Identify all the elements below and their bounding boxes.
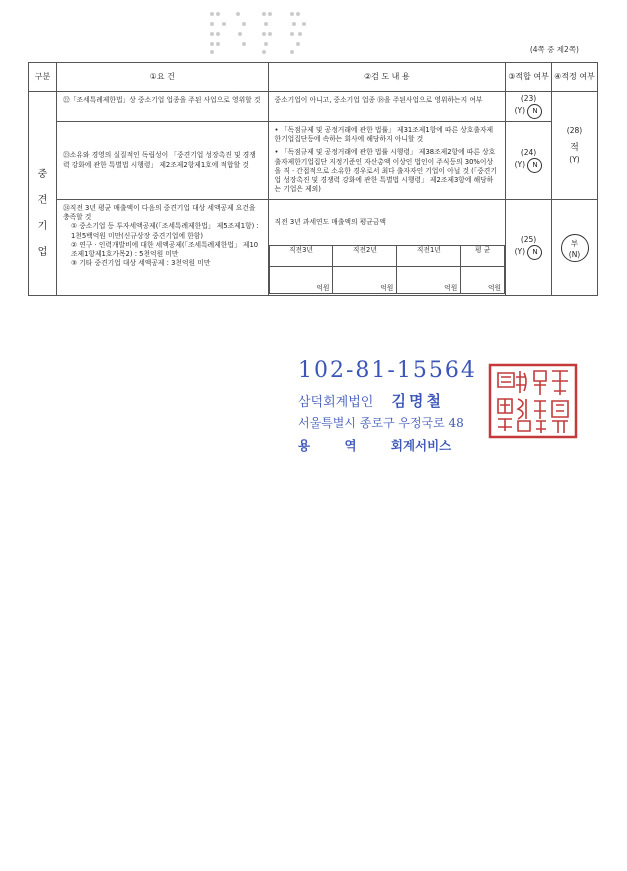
category-char: 업 xyxy=(37,246,48,258)
revenue-col-header: 평 균 xyxy=(461,246,505,267)
table-row xyxy=(29,122,598,200)
fit-number: (25) xyxy=(520,234,537,244)
proper-cell-1 xyxy=(552,92,598,200)
requirement-cell: ㉓소유와 경영의 실질적인 독립성이 「중견기업 성장촉진 및 경쟁력 강화에 관한 특별법 시행령」 제2조제2항제1호에 적합할 것 xyxy=(56,122,268,200)
category-char: 중 xyxy=(37,168,48,180)
revenue-col-header: 직전3년 xyxy=(269,246,333,267)
proper-value: (Y) xyxy=(569,154,580,164)
perforation-marks xyxy=(204,8,324,56)
fit-no-circled: N xyxy=(527,104,542,119)
stamp-service-line xyxy=(298,436,451,454)
category-char: 견 xyxy=(37,194,48,206)
table-row xyxy=(29,200,598,296)
stamp-service-label: 용 xyxy=(298,438,311,453)
requirement-cell: ㉒「조세특례제한법」상 중소기업 업종을 주된 사업으로 영위할 것 xyxy=(56,92,268,122)
header-review: ②검 도 내 용 xyxy=(268,63,506,92)
requirement-sub: ② 연구 · 인력개발비에 대한 세액공제(「조세특례제한법」 제10조제1항제1호가목2) : 5천억원 미만 xyxy=(70,240,259,258)
stamp-firm-line xyxy=(298,390,444,411)
fit-cell xyxy=(506,92,552,122)
company-seal-icon xyxy=(488,363,578,439)
revenue-unit: 억원 xyxy=(269,267,333,294)
revenue-unit: 억원 xyxy=(397,267,461,294)
requirement-sub: ③ 기타 중견기업 대상 세액공제 : 3천억원 미만 xyxy=(70,259,211,268)
review-title: 직전 3년 과세연도 매출액의 평균금액 xyxy=(274,218,386,226)
review-item: • 「독점규제 및 공정거래에 관한 법률」 제31조제1항에 따른 상호출자제한기업집단등에 속하는 회사에 해당하지 아니할 것 xyxy=(274,126,494,144)
proper-value: (N) xyxy=(568,249,581,259)
proper-number: (28) xyxy=(566,126,583,136)
fit-yes: (Y) xyxy=(514,247,526,257)
fit-cell xyxy=(506,122,552,200)
revenue-unit: 억원 xyxy=(461,267,505,294)
header-category: 구분 xyxy=(29,63,57,92)
stamp-name: 김명철 xyxy=(391,392,444,410)
category-cell xyxy=(29,92,57,296)
proper-cell-2 xyxy=(552,200,598,296)
requirements-table xyxy=(28,62,598,296)
table-header-row xyxy=(29,63,598,92)
revenue-col-header: 직전2년 xyxy=(333,246,397,267)
review-cell: 중소기업이 아니고, 중소기업 업종 ⑱을 주된사업으로 영위하는지 여부 xyxy=(268,92,506,122)
header-requirement: ①요 건 xyxy=(56,63,268,92)
review-cell xyxy=(268,122,506,200)
fit-yes: (Y) xyxy=(514,160,526,170)
header-proper: ④적정 여부 xyxy=(552,63,598,92)
stamp-firm: 삼덕회계법인 xyxy=(298,395,374,410)
fit-number: (24) xyxy=(520,147,537,157)
stamp-service: 회계서비스 xyxy=(390,438,452,453)
fit-no-circled: N xyxy=(527,245,542,260)
revenue-table xyxy=(269,245,506,294)
category-char: 기 xyxy=(37,220,48,232)
fit-number: (23) xyxy=(520,93,537,103)
proper-label: 적 xyxy=(570,143,579,154)
page-indicator: (4쪽 중 제2쪽) xyxy=(529,45,579,54)
fit-yes: (Y) xyxy=(514,106,526,116)
requirement-sub: ① 중소기업 등 투자세액공제(「조세특례제한법」 제5조제1항) : 1천5백억원 미만(신규상장 중견기업에 한함) xyxy=(70,222,259,240)
review-item: • 「독점규제 및 공정거래에 관한 법률 시행령」 제38조제2항에 따른 상호출자제한기업집단 지정기준인 자산총액 이상인 법인이 주식등의 30%이상을 직 · 간접적으로 소유한 경우로서 최다 출자자인 기업이 아닐 것 (「중견기업 성장촉진 및 경쟁력 강화에 관한 특별법 시행령」 제2조제3항에 해당하는 기업은 제외) xyxy=(274,148,497,194)
fit-cell xyxy=(506,200,552,296)
revenue-col-header: 직전1년 xyxy=(397,246,461,267)
review-cell xyxy=(268,200,506,296)
requirement-cell xyxy=(56,200,268,296)
requirement-text: ㉔직전 3년 평균 매출액이 다음의 중견기업 대상 세액공제 요건을 충족할 것 xyxy=(62,204,256,222)
header-fit: ③적합 여부 xyxy=(506,63,552,92)
proper-label: 부 xyxy=(570,238,579,248)
stamp-address: 서울특별시 종로구 우정국로 48 xyxy=(298,416,464,430)
table-row xyxy=(29,92,598,122)
stamp-reg-no: 102-81-15564 xyxy=(298,358,477,383)
proper-circled xyxy=(561,234,589,262)
revenue-unit: 억원 xyxy=(333,267,397,294)
stamp-service-label: 역 xyxy=(344,438,357,453)
fit-no-circled: N xyxy=(527,158,542,173)
